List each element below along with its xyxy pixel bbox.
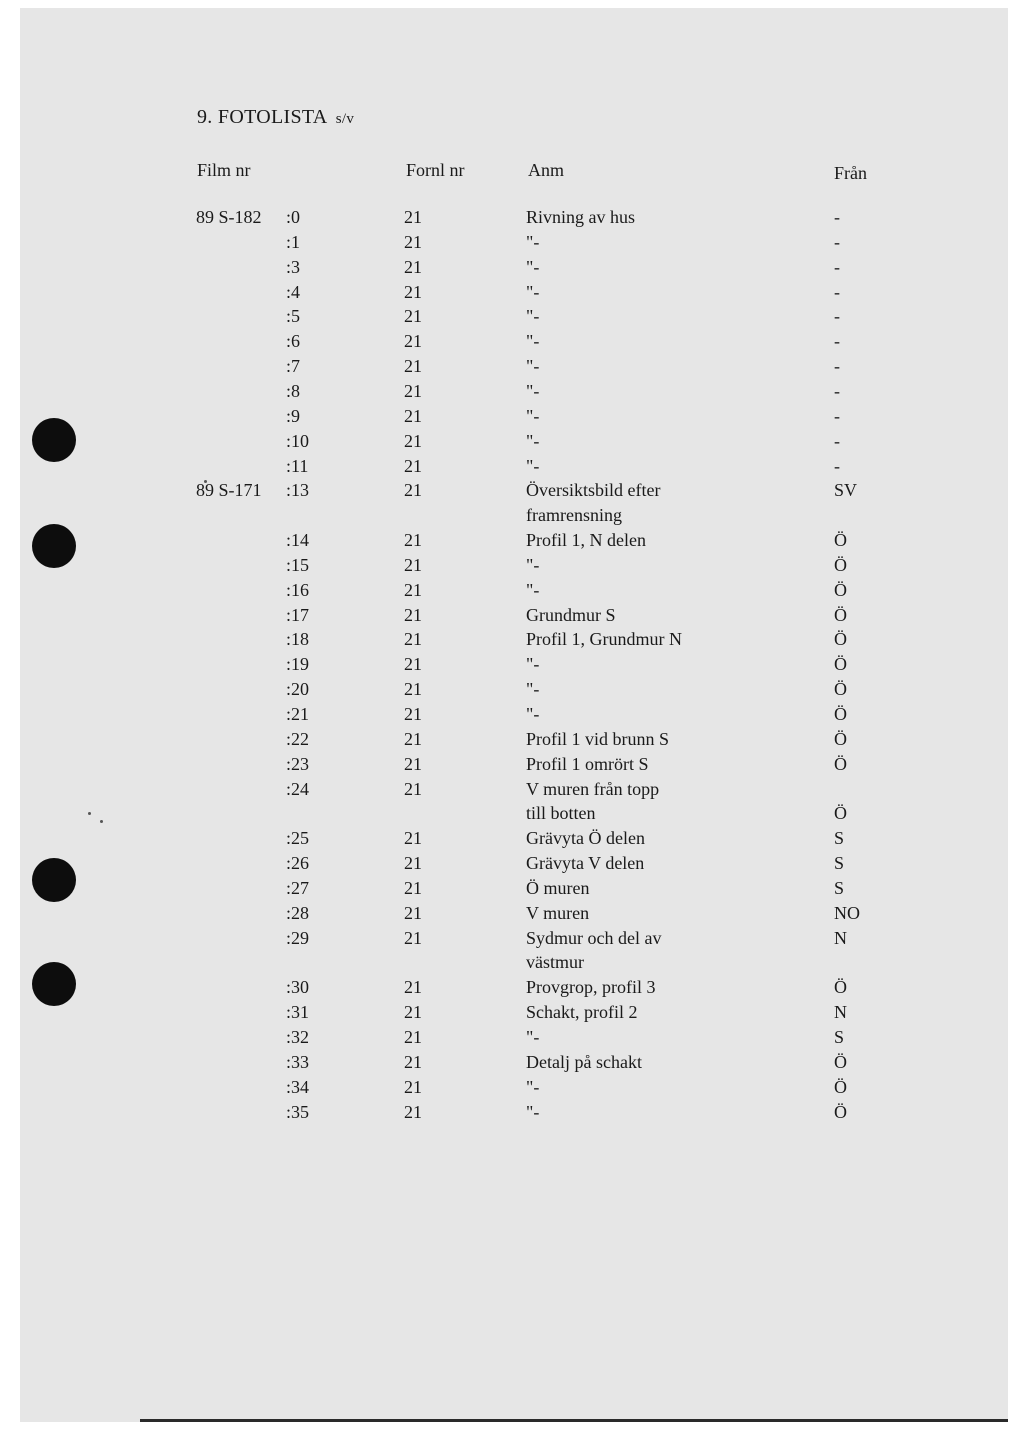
remark: "- — [526, 430, 540, 451]
title-suffix: s/v — [335, 111, 355, 127]
direction: Ö — [834, 1101, 847, 1122]
remark: Profil 1 vid brunn S — [526, 728, 670, 749]
direction: S — [834, 828, 845, 849]
direction: Ö — [834, 629, 847, 650]
table-row — [0, 306, 1024, 331]
remark: Ö muren — [526, 877, 590, 898]
frame-number: :13 — [286, 480, 310, 501]
remark: Grundmur S — [526, 604, 616, 625]
direction: Ö — [834, 1076, 847, 1097]
remark: Grävyta Ö delen — [526, 828, 645, 849]
direction: - — [834, 281, 840, 302]
direction: N — [834, 927, 847, 948]
fornl-number: 21 — [404, 1076, 422, 1097]
table-row — [0, 629, 1024, 654]
fornl-number: 21 — [404, 977, 422, 998]
frame-number: :7 — [286, 356, 301, 377]
direction: NO — [834, 902, 860, 923]
frame-number: :5 — [286, 306, 301, 327]
direction: S — [834, 1027, 845, 1048]
remark: "- — [526, 579, 540, 600]
frame-number: :31 — [286, 1002, 310, 1023]
frame-number: :33 — [286, 1051, 310, 1072]
direction: Ö — [834, 530, 847, 551]
remark: "- — [526, 256, 540, 277]
remark: Schakt, profil 2 — [526, 1002, 638, 1023]
table-row — [0, 977, 1024, 1002]
table-row — [0, 903, 1024, 928]
remark: "- — [526, 654, 540, 675]
table-row — [0, 480, 1024, 526]
column-header-anm: Anm — [528, 160, 564, 180]
direction: Ö — [834, 604, 847, 625]
direction: S — [834, 877, 845, 898]
remark: Översiktsbild efter — [526, 480, 661, 501]
table-row — [0, 207, 1024, 232]
direction: - — [834, 207, 840, 227]
direction: - — [834, 331, 840, 352]
fornl-number: 21 — [404, 231, 422, 252]
direction: Ö — [834, 753, 847, 774]
frame-number: :25 — [286, 828, 310, 849]
direction: - — [834, 306, 840, 327]
remark: V muren från topp — [526, 778, 660, 799]
fornl-number: 21 — [404, 430, 422, 451]
table-row — [0, 356, 1024, 381]
frame-number: :17 — [286, 604, 310, 625]
frame-number: :6 — [286, 331, 301, 352]
fornl-number: 21 — [404, 728, 422, 749]
paper-bottom-edge — [140, 1419, 1008, 1422]
speck — [100, 820, 103, 823]
remark: Detalj på schakt — [526, 1051, 642, 1072]
speck — [88, 812, 91, 815]
table-row — [0, 331, 1024, 356]
fornl-number: 21 — [404, 629, 422, 650]
fornl-number: 21 — [404, 256, 422, 277]
frame-number: :8 — [286, 380, 301, 401]
direction: - — [834, 430, 840, 451]
table-row — [0, 754, 1024, 779]
remark-continuation: västmur — [526, 952, 584, 973]
direction: Ö — [834, 554, 847, 575]
direction: - — [834, 405, 840, 426]
remark: Sydmur och del av — [526, 927, 662, 948]
section-number: 9. — [197, 106, 213, 128]
direction: - — [834, 455, 840, 476]
fornl-number: 21 — [404, 853, 422, 874]
page-title — [197, 106, 354, 129]
remark: "- — [526, 380, 540, 401]
direction: Ö — [834, 1051, 847, 1072]
fornl-number: 21 — [404, 207, 422, 227]
remark: "- — [526, 455, 540, 476]
remark: "- — [526, 356, 540, 377]
frame-number: :26 — [286, 853, 310, 874]
column-header-fornl: Fornl nr — [406, 160, 465, 180]
fornl-number: 21 — [404, 579, 422, 600]
table-row — [0, 1052, 1024, 1077]
remark: Provgrop, profil 3 — [526, 977, 656, 998]
table-row — [0, 654, 1024, 679]
frame-number: :34 — [286, 1076, 310, 1097]
fornl-number: 21 — [404, 1051, 422, 1072]
frame-number: :22 — [286, 728, 310, 749]
frame-number: :30 — [286, 977, 310, 998]
frame-number: :19 — [286, 654, 310, 675]
frame-number: :21 — [286, 704, 310, 724]
direction: Ö — [834, 679, 847, 700]
direction: Ö — [834, 803, 847, 824]
frame-number: :23 — [286, 753, 310, 774]
table-row — [0, 605, 1024, 630]
direction: Ö — [834, 579, 847, 600]
fornl-number: 21 — [404, 356, 422, 377]
fornl-number: 21 — [404, 405, 422, 426]
remark: Rivning av hus — [526, 207, 636, 227]
frame-number: :9 — [286, 405, 301, 426]
fornl-number: 21 — [404, 902, 422, 923]
direction: - — [834, 356, 840, 377]
direction: Ö — [834, 728, 847, 749]
table-row — [0, 853, 1024, 878]
frame-number: :29 — [286, 927, 310, 948]
table-row — [0, 580, 1024, 605]
fornl-number: 21 — [404, 877, 422, 898]
fornl-number: 21 — [404, 778, 422, 799]
table-row — [0, 704, 1024, 729]
table-row — [0, 1102, 1024, 1127]
table-row — [0, 431, 1024, 456]
remark: Grävyta V delen — [526, 853, 645, 874]
table-row — [0, 927, 1024, 973]
frame-number: :0 — [286, 207, 301, 227]
fornl-number: 21 — [404, 927, 422, 948]
fornl-number: 21 — [404, 654, 422, 675]
direction: SV — [834, 480, 858, 501]
remark: Profil 1, N delen — [526, 530, 646, 551]
frame-number: :18 — [286, 629, 310, 650]
table-row — [0, 1077, 1024, 1102]
table-row — [0, 257, 1024, 282]
table-row — [0, 679, 1024, 704]
fornl-number: 21 — [404, 306, 422, 327]
remark-continuation: framrensning — [526, 505, 622, 526]
table-row — [0, 406, 1024, 431]
fornl-number: 21 — [404, 1027, 422, 1048]
frame-number: :27 — [286, 877, 310, 898]
table-row — [0, 530, 1024, 555]
frame-number: :20 — [286, 679, 310, 700]
film-number: 89 S-182 — [196, 207, 262, 227]
remark: "- — [526, 554, 540, 575]
table-row — [0, 828, 1024, 853]
table-row — [0, 282, 1024, 307]
frame-number: :35 — [286, 1101, 310, 1122]
fornl-number: 21 — [404, 1002, 422, 1023]
remark: "- — [526, 679, 540, 700]
frame-number: :4 — [286, 281, 301, 302]
fornl-number: 21 — [404, 380, 422, 401]
fornl-number: 21 — [404, 530, 422, 551]
fornl-number: 21 — [404, 331, 422, 352]
film-number: 89 S-171 — [196, 480, 262, 501]
table-row — [0, 232, 1024, 257]
remark: "- — [526, 1027, 540, 1048]
direction: - — [834, 231, 840, 252]
remark: "- — [526, 331, 540, 352]
table-row — [0, 381, 1024, 406]
column-header-film: Film nr — [197, 160, 251, 180]
remark: Profil 1, Grundmur N — [526, 629, 682, 650]
frame-number: :32 — [286, 1027, 310, 1048]
table-row — [0, 778, 1024, 824]
fornl-number: 21 — [404, 281, 422, 302]
direction: Ö — [834, 977, 847, 998]
direction: - — [834, 380, 840, 401]
remark: "- — [526, 405, 540, 426]
table-row — [0, 555, 1024, 580]
fornl-number: 21 — [404, 455, 422, 476]
table-row — [0, 456, 1024, 481]
table-row — [0, 1002, 1024, 1027]
frame-number: :14 — [286, 530, 310, 551]
remark-continuation: till botten — [526, 803, 596, 824]
table-row — [0, 729, 1024, 754]
direction: Ö — [834, 654, 847, 675]
frame-number: :28 — [286, 902, 310, 923]
fornl-number: 21 — [404, 828, 422, 849]
frame-number: :15 — [286, 554, 310, 575]
frame-number: :1 — [286, 231, 301, 252]
direction: S — [834, 853, 845, 874]
fornl-number: 21 — [404, 679, 422, 700]
frame-number: :11 — [286, 455, 309, 476]
remark: Profil 1 omrört S — [526, 753, 649, 774]
frame-number: :3 — [286, 256, 301, 277]
frame-number: :16 — [286, 579, 310, 600]
remark: "- — [526, 231, 540, 252]
fornl-number: 21 — [404, 604, 422, 625]
fornl-number: 21 — [404, 753, 422, 774]
remark: "- — [526, 1076, 540, 1097]
frame-number: :10 — [286, 430, 310, 451]
remark: "- — [526, 1101, 540, 1122]
direction: - — [834, 256, 840, 277]
fornl-number: 21 — [404, 1101, 422, 1122]
direction: Ö — [834, 704, 847, 724]
column-header-fran: Från — [834, 163, 867, 183]
fornl-number: 21 — [404, 704, 422, 724]
title-text: FOTOLISTA — [217, 106, 327, 128]
fornl-number: 21 — [404, 480, 422, 501]
fornl-number: 21 — [404, 554, 422, 575]
frame-number: :24 — [286, 778, 310, 799]
direction: N — [834, 1002, 847, 1023]
remark: "- — [526, 704, 540, 724]
remark: V muren — [526, 902, 590, 923]
table-row — [0, 878, 1024, 903]
remark: "- — [526, 281, 540, 302]
table-row — [0, 1027, 1024, 1052]
remark: "- — [526, 306, 540, 327]
